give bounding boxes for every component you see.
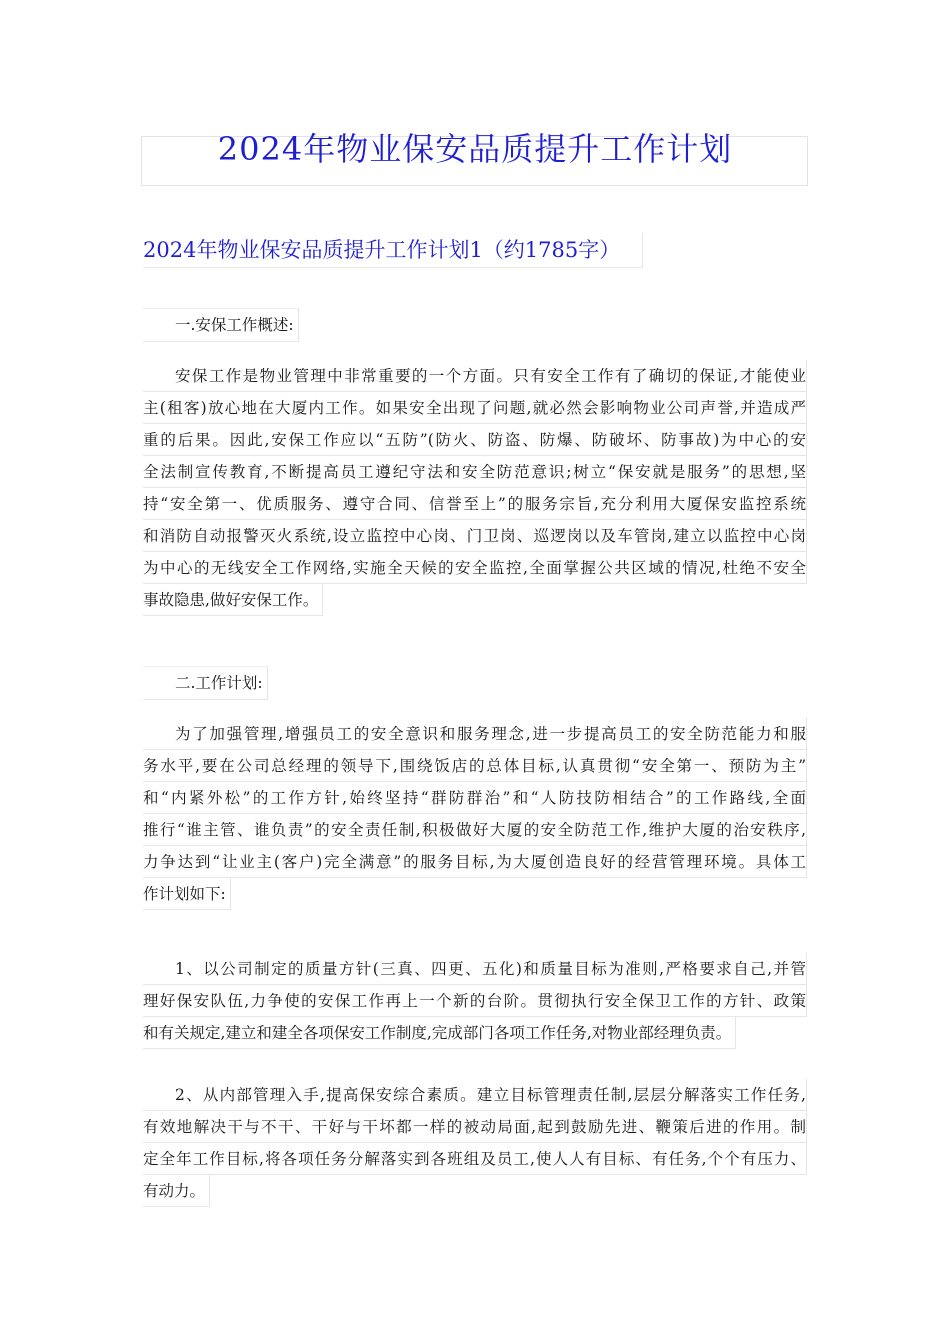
- paragraph-line: 2、从内部管理入手,提高保安综合素质。建立目标管理责任制,层层分解落实工作任务,: [143, 1079, 807, 1111]
- paragraph-line: 作计划如下:: [143, 878, 231, 910]
- section-subtitle: 2024年物业保安品质提升工作计划1（约1785字）: [143, 233, 643, 268]
- section1-paragraph: [143, 360, 807, 616]
- paragraph-line: 务水平,要在公司总经理的领导下,围绕饭店的总体目标,认真贯彻“安全第一、预防为主”: [143, 750, 807, 782]
- paragraph-line: 有动力。: [143, 1175, 210, 1207]
- paragraph-line: 主(租客)放心地在大厦内工作。如果安全出现了问题,就必然会影响物业公司声誉,并造成严: [143, 392, 807, 424]
- paragraph-line: 全法制宣传教育,不断提高员工遵纪守法和安全防范意识;树立“保安就是服务”的思想,坚: [143, 456, 807, 488]
- paragraph-line: 定全年工作目标,将各项任务分解落实到各班组及员工,使人人有目标、有任务,个个有压力、: [143, 1143, 807, 1175]
- paragraph-line: 和“内紧外松”的工作方针,始终坚持“群防群治”和“人防技防相结合”的工作路线,全面: [143, 782, 807, 814]
- paragraph-line: 重的后果。因此,安保工作应以“五防”(防火、防盗、防爆、防破坏、防事故)为中心的安: [143, 424, 807, 456]
- plan-item-2: [143, 1079, 807, 1207]
- paragraph-line: 为中心的无线安全工作网络,实施全天候的安全监控,全面掌握公共区域的情况,杜绝不安全: [143, 552, 807, 584]
- paragraph-line: 事故隐患,做好安保工作。: [143, 584, 323, 616]
- section1-heading: 一.安保工作概述:: [143, 308, 299, 342]
- paragraph-line: 持“安全第一、优质服务、遵守合同、信誉至上”的服务宗旨,充分利用大厦保安监控系统: [143, 488, 807, 520]
- paragraph-line: 理好保安队伍,力争使的安保工作再上一个新的台阶。贯彻执行安全保卫工作的方针、政策: [143, 985, 807, 1017]
- section2-paragraph: [143, 718, 807, 910]
- paragraph-line: 推行“谁主管、谁负责”的安全责任制,积极做好大厦的安全防范工作,维护大厦的治安秩序,: [143, 814, 807, 846]
- paragraph-line: 力争达到“让业主(客户)完全满意”的服务目标,为大厦创造良好的经营管理环境。具体工: [143, 846, 807, 878]
- paragraph-line: 1、以公司制定的质量方针(三真、四更、五化)和质量目标为准则,严格要求自己,并管: [143, 953, 807, 985]
- paragraph-line: 和消防自动报警灭火系统,设立监控中心岗、门卫岗、巡逻岗以及车管岗,建立以监控中心岗: [143, 520, 807, 552]
- paragraph-line: 为了加强管理,增强员工的安全意识和服务理念,进一步提高员工的安全防范能力和服: [143, 718, 807, 750]
- paragraph-line: 和有关规定,建立和建全各项保安工作制度,完成部门各项工作任务,对物业部经理负责。: [143, 1017, 736, 1049]
- paragraph-line: 安保工作是物业管理中非常重要的一个方面。只有安全工作有了确切的保证,才能使业: [143, 360, 807, 392]
- plan-item-1: [143, 953, 807, 1049]
- document-title: 2024年物业保安品质提升工作计划: [217, 130, 733, 168]
- paragraph-line: 有效地解决干与不干、干好与干坏都一样的被动局面,起到鼓励先进、鞭策后进的作用。制: [143, 1111, 807, 1143]
- section2-heading: 二.工作计划:: [143, 666, 268, 700]
